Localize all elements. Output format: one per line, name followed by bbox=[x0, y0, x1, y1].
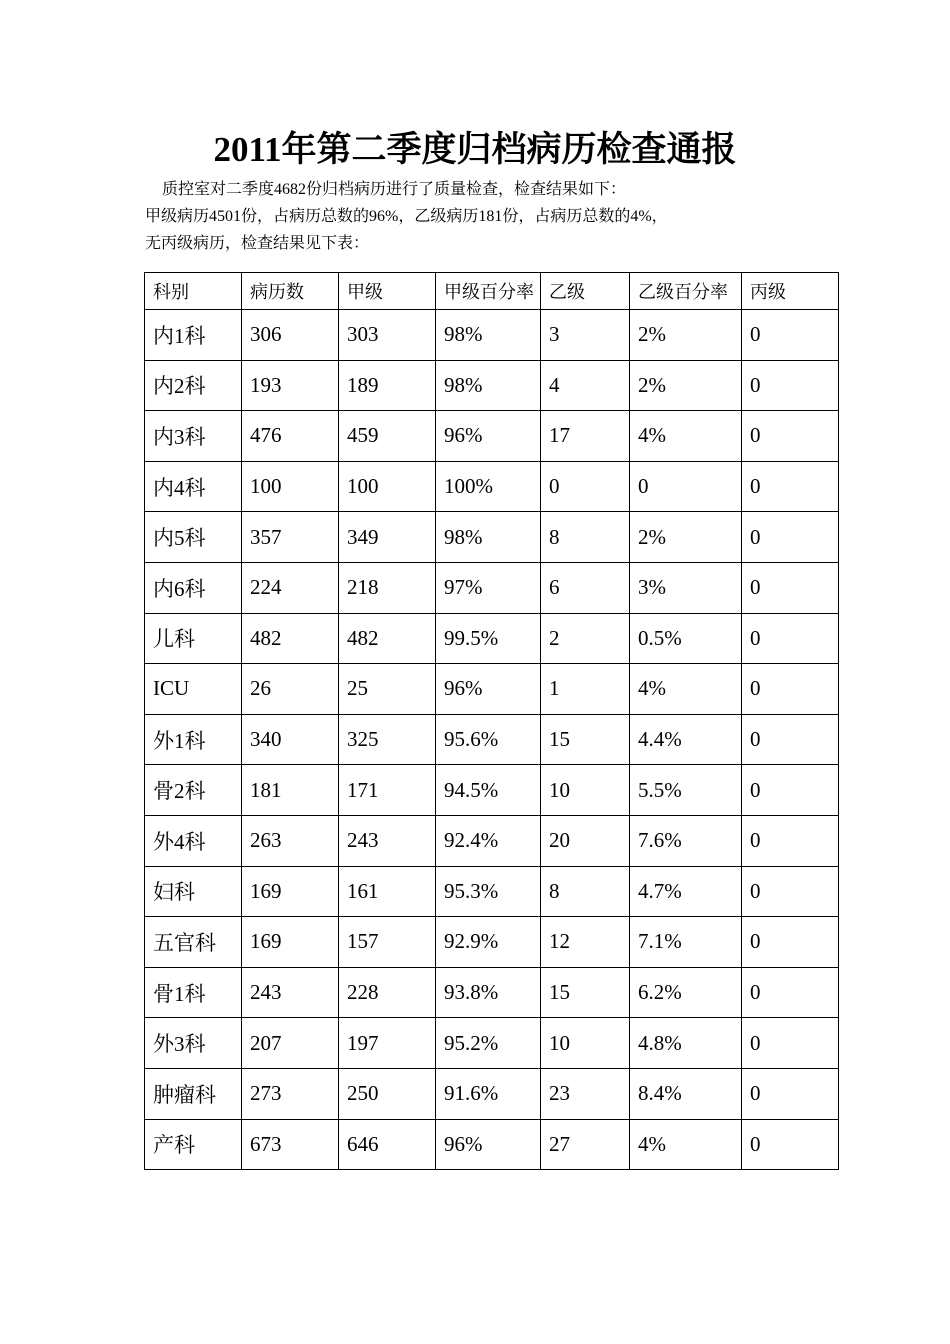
table-cell: 96% bbox=[436, 664, 541, 715]
table-row bbox=[145, 360, 839, 411]
table-cell: 197 bbox=[339, 1018, 436, 1069]
table-cell: 459 bbox=[339, 411, 436, 462]
table-cell: 95.2% bbox=[436, 1018, 541, 1069]
column-header: 乙级百分率 bbox=[630, 273, 742, 310]
table-cell: 0 bbox=[742, 815, 839, 866]
table-cell: 243 bbox=[339, 815, 436, 866]
table-cell: 内1科 bbox=[145, 310, 242, 361]
table-cell: 0 bbox=[742, 613, 839, 664]
intro-line: 无丙级病历，检查结果见下表： bbox=[145, 235, 370, 252]
table-cell: 98% bbox=[436, 512, 541, 563]
column-header: 甲级百分率 bbox=[436, 273, 541, 310]
table-cell: 98% bbox=[436, 310, 541, 361]
table-cell: 产科 bbox=[145, 1119, 242, 1170]
table-row bbox=[145, 765, 839, 816]
table-cell: 外4科 bbox=[145, 815, 242, 866]
table-cell: 273 bbox=[242, 1068, 339, 1119]
table-cell: 0 bbox=[742, 1119, 839, 1170]
table-row bbox=[145, 310, 839, 361]
results-table bbox=[144, 272, 839, 1170]
table-cell: 2 bbox=[541, 613, 630, 664]
table-cell: 4.8% bbox=[630, 1018, 742, 1069]
table-cell: 20 bbox=[541, 815, 630, 866]
table-row bbox=[145, 461, 839, 512]
table-cell: 15 bbox=[541, 967, 630, 1018]
column-header: 丙级 bbox=[742, 273, 839, 310]
table-cell: 482 bbox=[339, 613, 436, 664]
table-cell: 482 bbox=[242, 613, 339, 664]
table-row bbox=[145, 967, 839, 1018]
table-cell: 646 bbox=[339, 1119, 436, 1170]
table-cell: 17 bbox=[541, 411, 630, 462]
table-cell: 0 bbox=[742, 1018, 839, 1069]
table-cell: 0 bbox=[630, 461, 742, 512]
table-cell: 0 bbox=[742, 1068, 839, 1119]
table-cell: 263 bbox=[242, 815, 339, 866]
table-cell: 100% bbox=[436, 461, 541, 512]
table-cell: 内2科 bbox=[145, 360, 242, 411]
table-cell: 25 bbox=[339, 664, 436, 715]
table-cell: 外3科 bbox=[145, 1018, 242, 1069]
table-row bbox=[145, 613, 839, 664]
table-cell: 骨2科 bbox=[145, 765, 242, 816]
table-cell: 92.9% bbox=[436, 917, 541, 968]
table-cell: 0 bbox=[742, 765, 839, 816]
table-row bbox=[145, 815, 839, 866]
table-cell: 内6科 bbox=[145, 562, 242, 613]
table-row bbox=[145, 411, 839, 462]
table-cell: 26 bbox=[242, 664, 339, 715]
table-cell: 0 bbox=[742, 461, 839, 512]
table-cell: 12 bbox=[541, 917, 630, 968]
table-cell: 8 bbox=[541, 512, 630, 563]
table-cell: 476 bbox=[242, 411, 339, 462]
table-row bbox=[145, 512, 839, 563]
column-header: 病历数 bbox=[242, 273, 339, 310]
table-cell: 10 bbox=[541, 765, 630, 816]
table-cell: 0 bbox=[742, 664, 839, 715]
table-cell: 224 bbox=[242, 562, 339, 613]
table-cell: 23 bbox=[541, 1068, 630, 1119]
table-cell: 妇科 bbox=[145, 866, 242, 917]
table-cell: 673 bbox=[242, 1119, 339, 1170]
table-cell: 8 bbox=[541, 866, 630, 917]
column-header: 乙级 bbox=[541, 273, 630, 310]
table-cell: 100 bbox=[242, 461, 339, 512]
table-cell: 内3科 bbox=[145, 411, 242, 462]
table-cell: 0 bbox=[742, 866, 839, 917]
table-cell: 95.6% bbox=[436, 714, 541, 765]
table-cell: 10 bbox=[541, 1018, 630, 1069]
column-header: 科别 bbox=[145, 273, 242, 310]
table-cell: 7.1% bbox=[630, 917, 742, 968]
table-cell: 243 bbox=[242, 967, 339, 1018]
table-cell: 4.4% bbox=[630, 714, 742, 765]
table-cell: 1 bbox=[541, 664, 630, 715]
table-header-row bbox=[145, 273, 839, 310]
table-row bbox=[145, 562, 839, 613]
table-cell: 349 bbox=[339, 512, 436, 563]
table-cell: 99.5% bbox=[436, 613, 541, 664]
table-cell: 3 bbox=[541, 310, 630, 361]
intro-paragraph bbox=[145, 176, 845, 257]
table-cell: 6.2% bbox=[630, 967, 742, 1018]
table-cell: 4% bbox=[630, 1119, 742, 1170]
table-cell: 0 bbox=[742, 512, 839, 563]
table-cell: 4% bbox=[630, 664, 742, 715]
document-title: 2011年第二季度归档病历检查通报 bbox=[213, 130, 737, 169]
table-cell: 91.6% bbox=[436, 1068, 541, 1119]
table-cell: 4 bbox=[541, 360, 630, 411]
table-cell: 内4科 bbox=[145, 461, 242, 512]
table-cell: 5.5% bbox=[630, 765, 742, 816]
table-row bbox=[145, 664, 839, 715]
table-cell: 171 bbox=[339, 765, 436, 816]
table-body bbox=[145, 310, 839, 1170]
table-cell: 3% bbox=[630, 562, 742, 613]
table-cell: 0 bbox=[742, 562, 839, 613]
table-cell: 内5科 bbox=[145, 512, 242, 563]
table-row bbox=[145, 1119, 839, 1170]
table-cell: ICU bbox=[145, 664, 242, 715]
table-cell: 98% bbox=[436, 360, 541, 411]
table-cell: 96% bbox=[436, 1119, 541, 1170]
table-cell: 250 bbox=[339, 1068, 436, 1119]
table-cell: 0 bbox=[742, 917, 839, 968]
table-cell: 96% bbox=[436, 411, 541, 462]
table-cell: 169 bbox=[242, 917, 339, 968]
table-cell: 340 bbox=[242, 714, 339, 765]
table-cell: 肿瘤科 bbox=[145, 1068, 242, 1119]
table-cell: 95.3% bbox=[436, 866, 541, 917]
table-cell: 0 bbox=[742, 411, 839, 462]
table-cell: 100 bbox=[339, 461, 436, 512]
table-cell: 306 bbox=[242, 310, 339, 361]
column-header: 甲级 bbox=[339, 273, 436, 310]
table-cell: 218 bbox=[339, 562, 436, 613]
table-cell: 357 bbox=[242, 512, 339, 563]
table-cell: 4.7% bbox=[630, 866, 742, 917]
table-cell: 157 bbox=[339, 917, 436, 968]
table-cell: 207 bbox=[242, 1018, 339, 1069]
table-row bbox=[145, 1068, 839, 1119]
table-cell: 92.4% bbox=[436, 815, 541, 866]
table-cell: 161 bbox=[339, 866, 436, 917]
table-cell: 骨1科 bbox=[145, 967, 242, 1018]
table-cell: 2% bbox=[630, 360, 742, 411]
table-cell: 27 bbox=[541, 1119, 630, 1170]
table-cell: 0 bbox=[742, 310, 839, 361]
table-cell: 2% bbox=[630, 310, 742, 361]
table-cell: 8.4% bbox=[630, 1068, 742, 1119]
table-cell: 303 bbox=[339, 310, 436, 361]
table-cell: 181 bbox=[242, 765, 339, 816]
table-cell: 外1科 bbox=[145, 714, 242, 765]
table-row bbox=[145, 1018, 839, 1069]
table-cell: 325 bbox=[339, 714, 436, 765]
intro-line: 甲级病历4501份，占病历总数的96%，乙级病历181份，占病历总数的4%， bbox=[145, 208, 668, 225]
table-cell: 0.5% bbox=[630, 613, 742, 664]
table-cell: 五官科 bbox=[145, 917, 242, 968]
table-cell: 4% bbox=[630, 411, 742, 462]
table-cell: 0 bbox=[742, 714, 839, 765]
table-cell: 94.5% bbox=[436, 765, 541, 816]
table-cell: 2% bbox=[630, 512, 742, 563]
table-cell: 0 bbox=[742, 360, 839, 411]
table-cell: 0 bbox=[541, 461, 630, 512]
table-row bbox=[145, 917, 839, 968]
table-cell: 15 bbox=[541, 714, 630, 765]
table-cell: 7.6% bbox=[630, 815, 742, 866]
table-cell: 169 bbox=[242, 866, 339, 917]
table-cell: 189 bbox=[339, 360, 436, 411]
table-cell: 93.8% bbox=[436, 967, 541, 1018]
table-cell: 97% bbox=[436, 562, 541, 613]
table-cell: 儿科 bbox=[145, 613, 242, 664]
table-cell: 193 bbox=[242, 360, 339, 411]
table-cell: 228 bbox=[339, 967, 436, 1018]
table-cell: 0 bbox=[742, 967, 839, 1018]
table-row bbox=[145, 866, 839, 917]
table-cell: 6 bbox=[541, 562, 630, 613]
table-row bbox=[145, 714, 839, 765]
intro-line: 质控室对二季度4682份归档病历进行了质量检查，检查结果如下： bbox=[162, 181, 627, 198]
